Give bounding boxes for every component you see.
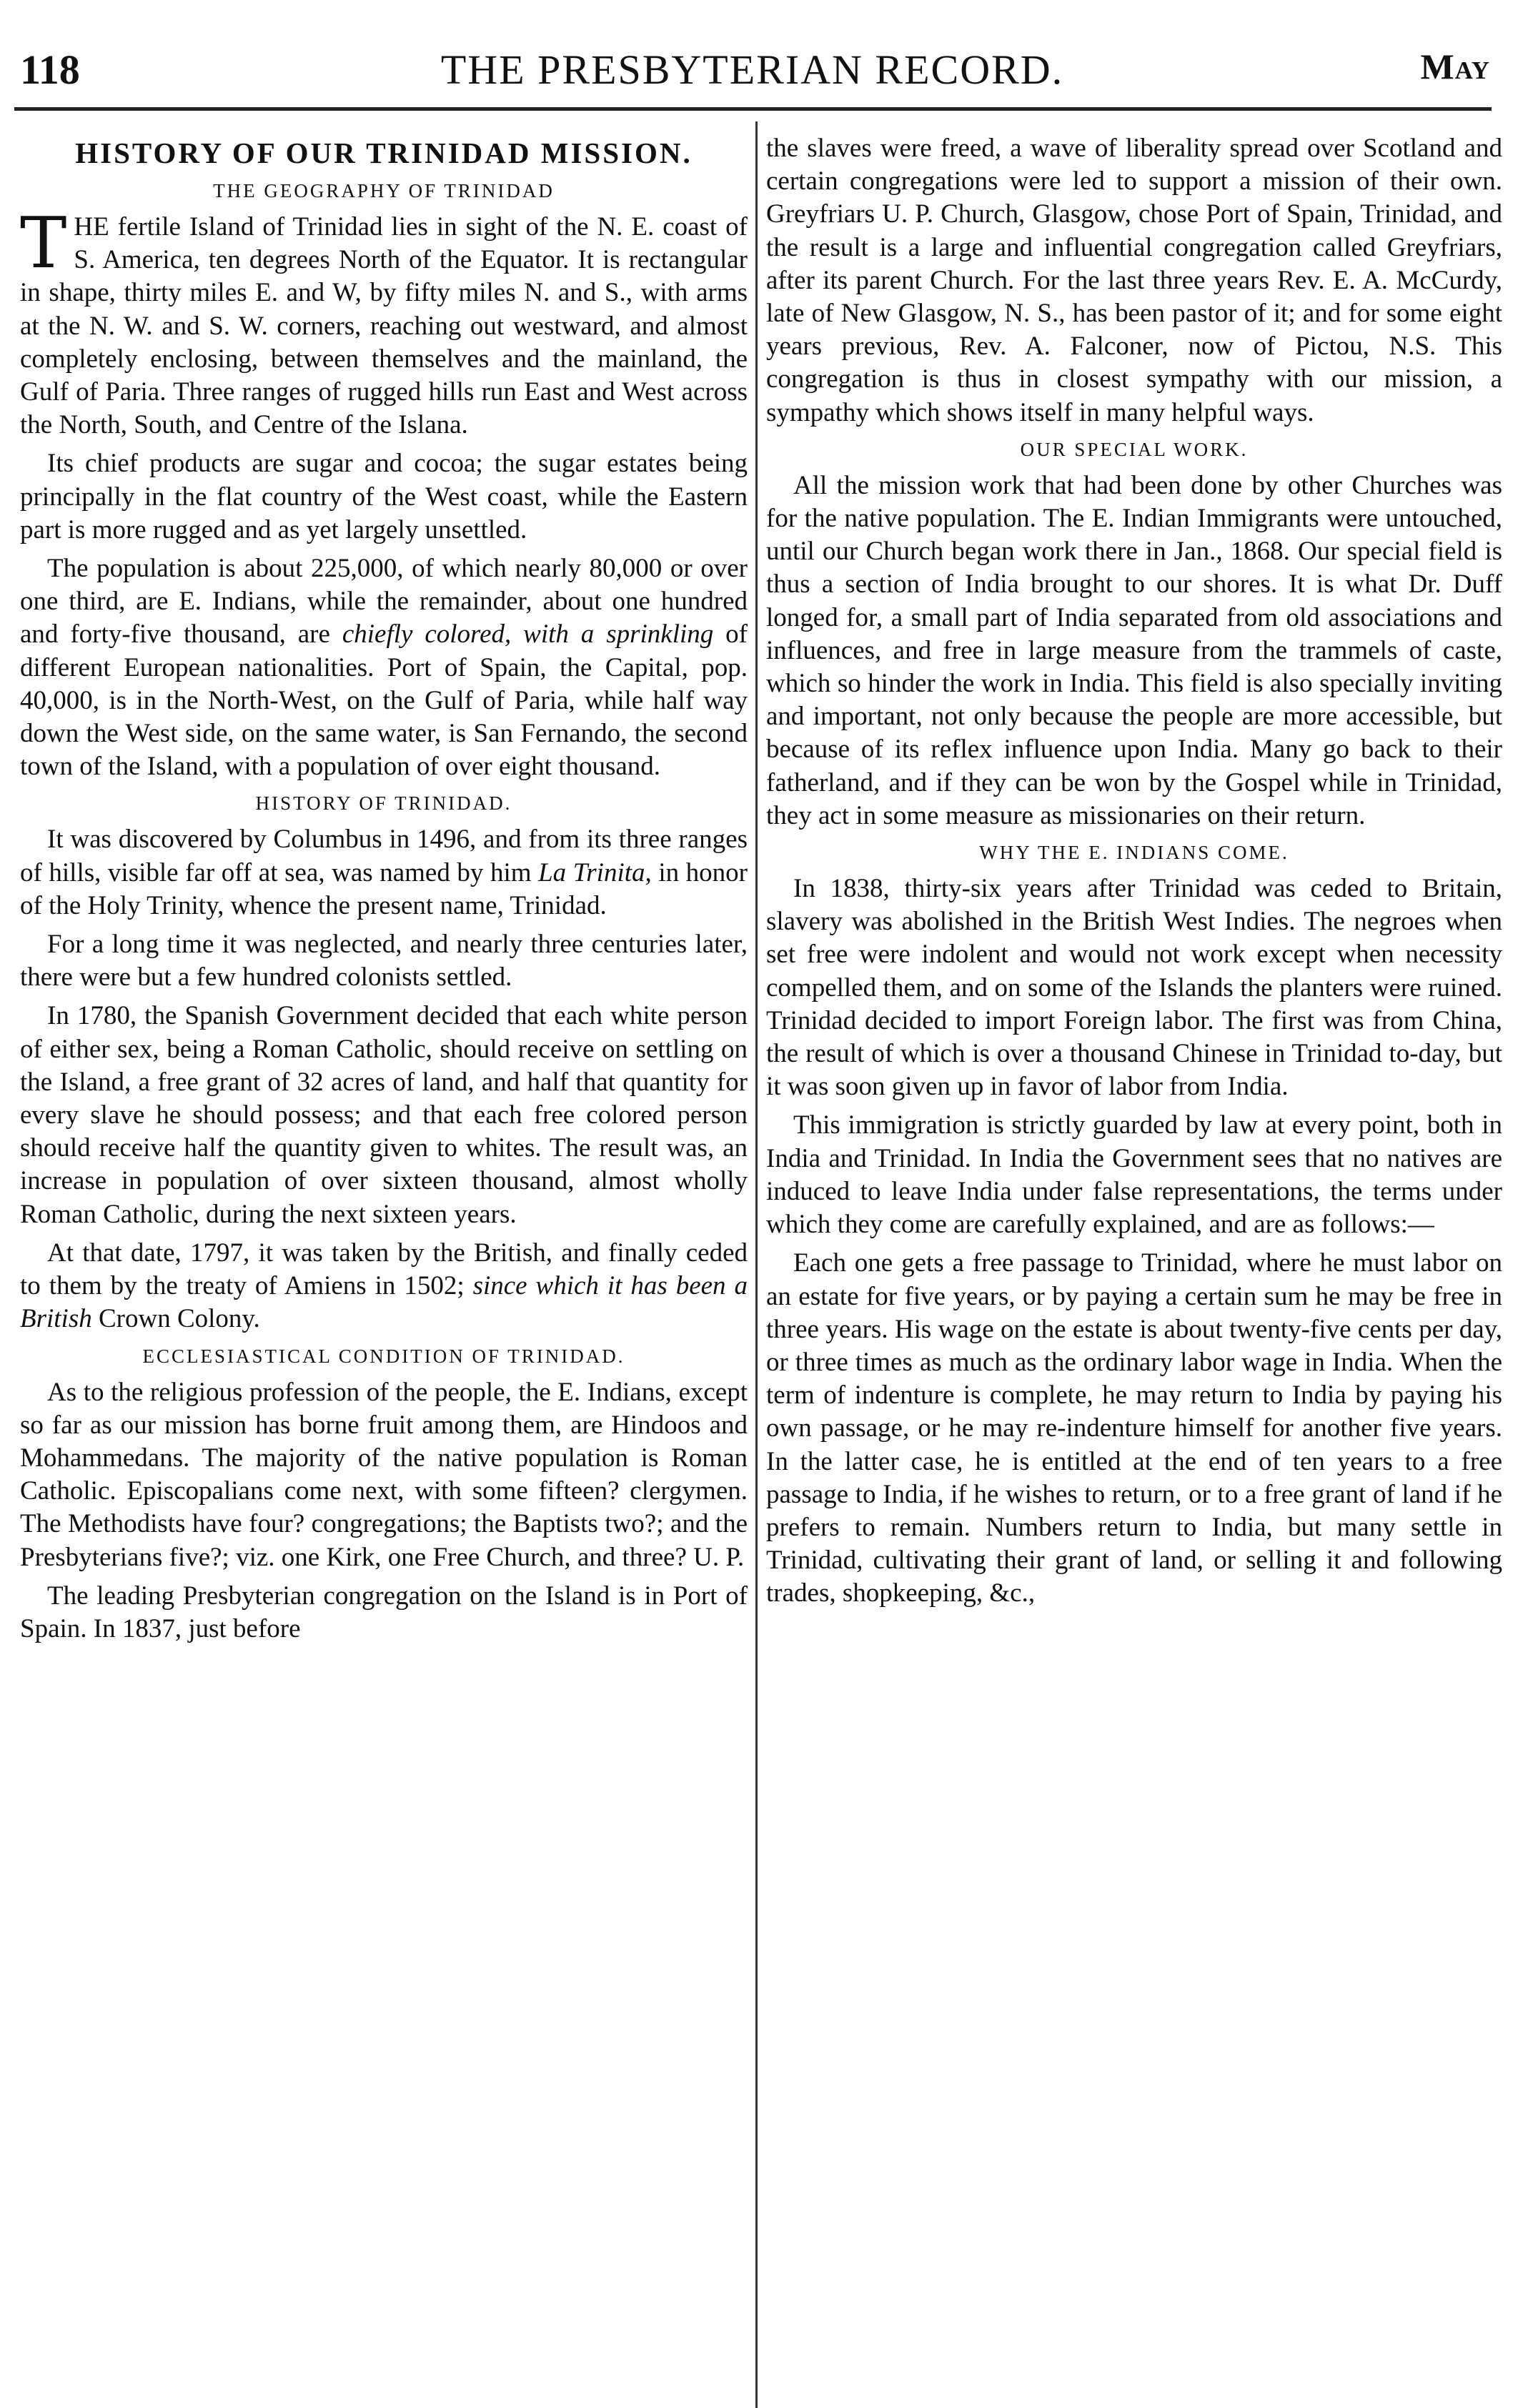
italic-phrase: La Trinita,	[538, 857, 652, 887]
paragraph-text: of different European nationalities. Port of Spain, the Capital, pop. 40,000, is in the North-West, on the Gulf of Paria, while half way down the West side, on the same water, is San Fernando, the second town of the Island, with a population of over eight thousand.	[20, 620, 748, 782]
paragraph	[20, 823, 748, 922]
paragraph-text: It was discovered by Columbus in 1496, and from its three ranges of hills, visible far off at sea, was named by him	[20, 825, 748, 887]
section-subheading: HISTORY OF TRINIDAD.	[255, 792, 512, 815]
paragraph: In 1780, the Spanish Government decided that each white person of either sex, being a Roman Catholic, should receive on settling on the Island, a free grant of 32 acres of land, and half that quantity for every slave he should possess; and that each free colored person should receive half the quantity given to whites. The result was, an increase in population of over sixteen thousand, almost wholly Roman Catholic, during the next sixteen years.	[20, 1001, 748, 1229]
paragraph: Each one gets a free passage to Trinidad, where he must labor on an estate for five years, or by paying a certain sum he may be free in three years. His wage on the estate is about twenty-five cents per day, or three times as much as the ordinary labor wage in India. When the term of indenture is complete, he may return to India by paying his own passage, or he may re-indenture himself for another five years. In the latter case, he is entitled at the end of ten years to a free passage to India, if he wishes to return, or to a free grant of land if he prefers to remain. Numbers return to India, but many settle in Trinidad, cultivating their grant of land, or selling it and following trades, shopkeeping, &c.,	[766, 1248, 1502, 1608]
continued-paragraph: the slaves were freed, a wave of liberality spread over Scotland and certain congregations were led to support a mission of their own. Greyfriars U. P. Church, Glasgow, chose Port of Spain, Trinidad, and the result is a large and influential congregation called Greyfriars, after its parent Church. For the last three years Rev. E. A. McCurdy, late of New Glasgow, N. S., has been pastor of it; and for some eight years previous, Rev. A. Falconer, now of Pictou, N.S. This congregation is thus in closest sympathy with our mission, a sympathy which shows itself in many helpful ways.	[766, 134, 1502, 427]
article-title: HISTORY OF OUR TRINIDAD MISSION.	[75, 136, 693, 169]
italic-phrase: since which it has been a British	[20, 1271, 748, 1334]
paragraph-text: At that date, 1797, it was taken by the British, and finally ceded to them by the treaty of Amiens in 1502;	[20, 1238, 748, 1301]
running-title: THE PRESBYTERIAN RECORD.	[440, 46, 1064, 93]
paragraph: All the mission work that had been done by other Churches was for the native population. The E. Indian Immigrants were untouched, until our Church began work there in Jan., 1868. Our special field is thus a section of India brought to our shores. It is what Dr. Duff longed for, a small part of India separated from old associations and influences, and free in large measure from the trammels of caste, which so hinder the work in India. This field is also specially inviting and important, not only because the people are more accessible, but because of its reflex influence upon India. Many go back to their fatherland, and if they can be won by the Gospel while in Trinidad, they act in some measure as missionaries on their return.	[766, 470, 1502, 830]
paragraph-text: HE fertile Island of Trinidad lies in sight of the N. E. coast of S. America, ten degrees North of the Equator. It is rectangular in shape, thirty miles E. and W, by fifty miles N. and S., with arms at the N. W. and S. W. corners, reaching out westward, and almost completely enclosing, between themselves and the mainland, the Gulf of Paria. Three ranges of rugged hills run East and West across the North, South, and Centre of the Islana.	[20, 212, 748, 440]
right-column	[766, 132, 1502, 2404]
paragraph: In 1838, thirty-six years after Trinidad was ceded to Britain, slavery was abolished in the British West Indies. The negroes when set free were indolent and would not work except when necessity compelled them, and on some of the Islands the planters were ruined. Trinidad decided to import Foreign labor. The first was from China, the result of which is over a thousand Chinese in Trinidad to-day, but it was soon given up in favor of labor from India.	[766, 874, 1502, 1102]
paragraph	[20, 1237, 748, 1336]
paragraph-text: Crown Colony.	[91, 1304, 260, 1334]
paragraph: Its chief products are sugar and cocoa; the sugar estates being principally in the flat country of the West coast, while the Eastern part is more rugged and as yet largely unsettled.	[20, 449, 748, 544]
section-subheading: WHY THE E. INDIANS COME.	[979, 842, 1289, 864]
column-divider	[755, 121, 758, 2408]
page-number: 118	[20, 46, 80, 93]
section-subheading: ECCLESIASTICAL CONDITION OF TRINIDAD.	[142, 1345, 625, 1367]
issue-month: May	[1420, 46, 1490, 86]
paragraph-text: in honor of the Holy Trinity, whence the present name, Trinidad.	[20, 857, 748, 920]
paragraph: This immigration is strictly guarded by law at every point, both in India and Trinidad. In India the Government sees that no natives are induced to leave India under false representations, the terms under which they come are carefully explained, and are as follows:—	[766, 1110, 1502, 1240]
paragraph: The leading Presbyterian congregation on the Island is in Port of Spain. In 1837, just before	[20, 1581, 748, 1643]
paragraph: For a long time it was neglected, and nearly three centuries later, there were but a few hundred colonists settled.	[20, 930, 748, 992]
section-subheading: OUR SPECIAL WORK.	[1020, 438, 1249, 460]
paragraph: As to the religious profession of the people, the E. Indians, except so far as our mission has borne fruit among them, are Hindoos and Mohammedans. The majority of the native population is Roman Catholic. Episcopalians come next, with some fifteen? clergymen. The Methodists have four? congregations; the Baptists two?; and the Presbyterians five?; viz. one Kirk, one Free Church, and three? U. P.	[20, 1377, 748, 1572]
paragraph-text: The population is about 225,000, of which nearly 80,000 or over one third, are E. Indians, while the remainder, about one hundred and forty-five thousand, are	[20, 554, 748, 650]
drop-cap: T	[20, 203, 67, 284]
paragraph	[20, 552, 748, 783]
lead-paragraph	[20, 203, 748, 442]
left-column	[20, 132, 748, 2404]
page-header	[14, 37, 1490, 101]
header-rule	[14, 107, 1492, 111]
italic-phrase: chiefly colored, with a sprinkling	[342, 620, 714, 650]
section-subheading: THE GEOGRAPHY OF TRINIDAD	[213, 180, 555, 202]
